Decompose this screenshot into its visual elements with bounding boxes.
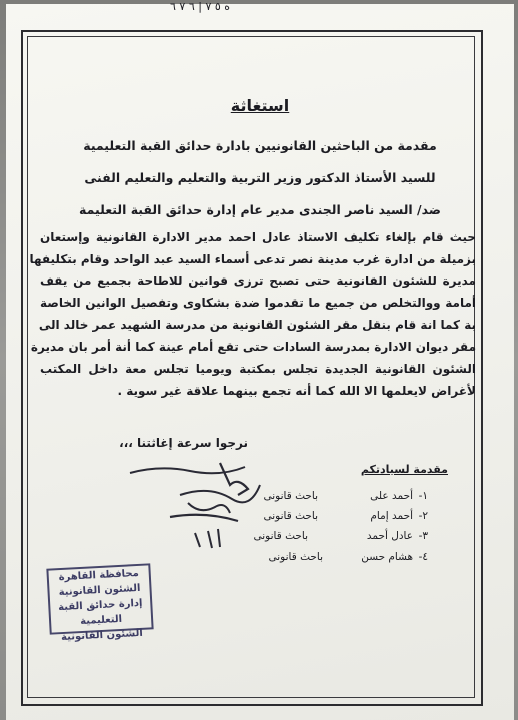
stamp-line: إدارة حدائق القبة التعليمية bbox=[57, 597, 143, 628]
signatory-title: باحث قانونى bbox=[263, 510, 318, 522]
body-line-8: لأغراض لايعلمها الا الله كما أنه تجمع بينهما علاقة غير سوية . bbox=[117, 384, 476, 398]
stamp-line: الشئون القانونية bbox=[60, 627, 144, 644]
document-title: استغاثة bbox=[230, 96, 290, 115]
top-handwritten-mark: ه ٥ ٧ | ٦ ٧ ٦ bbox=[170, 0, 231, 13]
stamp-line: محافظة القاهرة الشئون القانونية bbox=[58, 567, 141, 599]
handwritten-signatures bbox=[120, 455, 270, 550]
body-line-1: حيث قام بإلغاء تكليف الاستاذ عادل احمد مدير الادارة القانونية وإستعان bbox=[40, 230, 476, 244]
official-stamp bbox=[46, 563, 153, 644]
signatory-number: ٣- bbox=[418, 530, 428, 542]
signatory-title: باحث قانونى bbox=[253, 530, 308, 542]
header-line-2: للسيد الأستاذ الدكتور وزير التربية والتعليم والتعليم الفنى bbox=[84, 170, 436, 185]
signatory-title: باحث قانونى bbox=[263, 490, 318, 502]
signatory-name: هشام حسن bbox=[361, 551, 413, 563]
signatory-number: ٢- bbox=[418, 510, 428, 522]
submitted-by-label: مقدمة لسيادتكم bbox=[360, 463, 448, 476]
header-line-3: ضد/ السيد ناصر الجندى مدير عام إدارة حدائق القبة التعليمة bbox=[79, 202, 441, 217]
plea-line: نرجوا سرعة إغاثتنا ،،، bbox=[119, 436, 248, 450]
signatory-name: عادل أحمد bbox=[366, 530, 413, 542]
body-line-5: بة كما انة قام بنقل مقر الشئون القانونية من مدرسة الشهيد عمر خالد الى bbox=[38, 318, 476, 332]
signatory-name: أحمد على bbox=[370, 490, 413, 502]
signatory-number: ١- bbox=[418, 490, 428, 502]
body-line-3: مديرة للشئون القانونية حتى تصبح ترزى قوانين للاطاحة بجميع من يقف bbox=[40, 274, 476, 288]
signatory-number: ٤- bbox=[418, 551, 428, 563]
body-line-4: أمامة ووالتخلص من جميع ما تقدموا ضدة بشكاوى وتفصيل الوانين الخاصة bbox=[40, 296, 476, 310]
header-line-1: مقدمة من الباحثين القانونيين بادارة حدائق القبة التعليمية bbox=[83, 138, 437, 153]
signatory-title: باحث قانونى bbox=[268, 551, 323, 563]
body-line-2: بزميلة من ادارة غرب مدينة نصر تدعى أسماء السيد عبد الواحد وقام بتكليفها bbox=[29, 252, 476, 266]
body-line-6: مقر ديوان الادارة بمدرسة السادات حتى تقع أمام عينة كما أنة أمر بان مديرة bbox=[30, 340, 476, 354]
signatory-name: أحمد إمام bbox=[370, 510, 413, 522]
body-line-7: الشئون القانونية الجديدة تجلس بمكتبة ويوميا تجلس معة داخل المكتب bbox=[40, 362, 476, 376]
